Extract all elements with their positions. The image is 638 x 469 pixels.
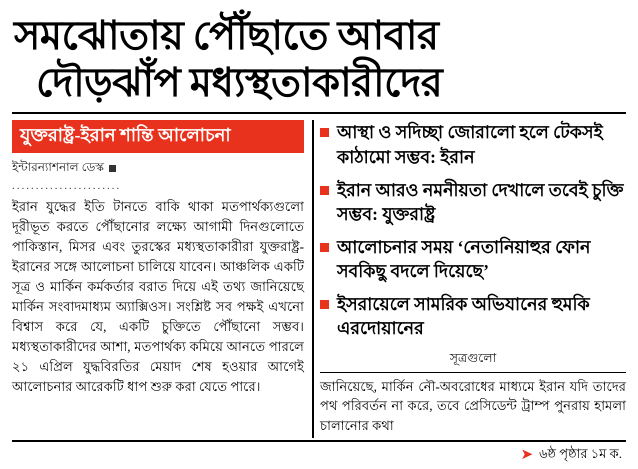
source-text: জানিয়েছে, মার্কিন নৌ-অবরোধের মাধ্যমে ইরান যদি তাদের পথ পরিবর্তন না করে, তবে প্রেসিডেন্ট ট্রাম্প পুনরায় হামলা চালানোর কথা — [320, 378, 626, 434]
source-heading: সূত্রগুলো — [449, 350, 497, 365]
article-columns — [12, 120, 626, 438]
headline-line-1: সমঝোতায় পৌঁছাতে আবার — [14, 13, 439, 58]
right-column — [320, 120, 626, 438]
list-item-label: আলোচনার সময় ‘নেতানিয়াহুর ফোন সবকিছু বদলে দিয়েছে’ — [337, 236, 591, 282]
source-divider — [320, 372, 626, 373]
square-bullet-icon — [320, 243, 329, 252]
list-item-label: ইসরায়েলে সামরিক অভিযানের হুমকি এরদোয়ানের — [337, 294, 590, 339]
list-item — [320, 178, 626, 226]
article-paragraph: ইরান যুদ্ধের ইতি টানতে বাকি থাকা মতপার্থক্যগুলো দূরীভূত করতে পৌঁছানোর লক্ষ্যে আগামী দিনগুলোতে পাকিস্তান, মিসর এবং তুরস্কের মধ্যস্থতাকারীরা যুক্তরাষ্ট্র-ইরানের সঙ্গে আলোচনা চালিয়ে যাবেন। আঞ্চলিক একটি সূত্র ও মার্কিন কর্মকর্তার বরাত দিয়ে এই তথ্য জানিয়েছে মার্কিন সংবাদমাধ্যম অ্যাক্সিওস। সংশ্লিষ্ট সব পক্ষই এখনো বিশ্বাস করে যে, একটি চুক্তিতে পৌঁছানো সম্ভব। মধ্যস্থতাকারীদের আশা, মতপার্থক্য কমিয়ে আনতে পারলে ২১ এপ্রিল যুদ্ধবিরতির মেয়াদ শেষ হওয়ার আগেই আলোচনার আরেকটি ধাপ শুরু করা যেতে পারে। — [12, 198, 304, 395]
highlight-list — [320, 120, 626, 340]
byline-dots: ....................... — [12, 179, 122, 192]
byline-desk: ইন্টারন্যাশনাল ডেস্ক — [12, 159, 104, 174]
square-bullet-icon — [320, 300, 329, 309]
arrow-right-icon: ➤ — [520, 447, 534, 464]
left-column — [12, 120, 312, 438]
divider-top — [12, 112, 626, 114]
page-title — [14, 12, 626, 106]
list-item-label: ইরান আরও নমনীয়তা দেখালে তবেই চুক্তি সম্ভব: যুক্তরাষ্ট্র — [337, 179, 624, 224]
list-item — [320, 235, 626, 283]
jumpline-label: ৬ষ্ঠ পৃষ্ঠার ১ম ক. — [539, 446, 622, 462]
article-body — [12, 197, 304, 398]
headline-line-2: দৌড়ঝাঁপ মধ্যস্থতাকারীদের — [36, 60, 443, 106]
square-bullet-icon — [320, 128, 329, 137]
jumpline-footer[interactable] — [12, 442, 626, 466]
list-item — [320, 292, 626, 340]
section-kicker: যুক্তরাষ্ট্র-ইরান শান্তি আলোচনা — [12, 120, 304, 153]
square-bullet-icon — [109, 165, 116, 172]
byline — [12, 159, 304, 179]
list-item-label: আস্থা ও সদিচ্ছা জোরালো হলে টেকসই কাঠামো সম্ভব: ইরান — [337, 122, 603, 167]
list-item — [320, 120, 626, 168]
square-bullet-icon — [320, 186, 329, 195]
column-divider — [312, 120, 314, 438]
